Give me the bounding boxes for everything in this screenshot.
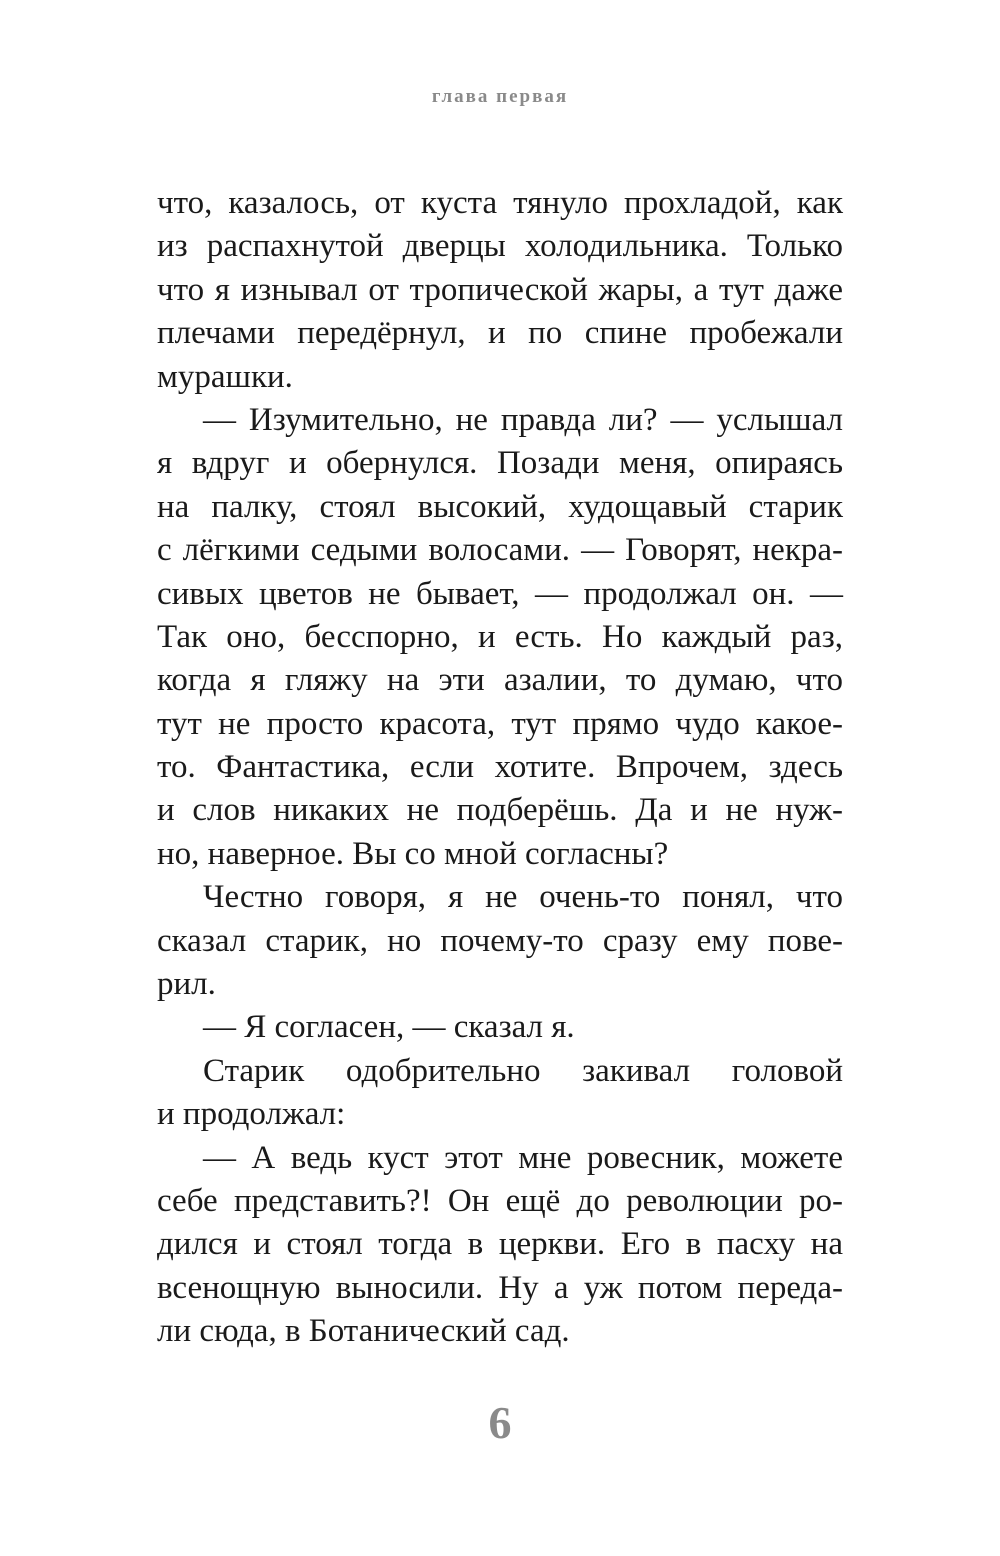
running-head: глава первая [431, 86, 569, 107]
text-line: что я изнывал от тропической жары, а тут даже [157, 271, 843, 308]
text-line: и продолжал: [157, 1096, 346, 1133]
text-line: с лёгкими седыми волосами. — Говорят, некра- [157, 532, 843, 569]
text-line: Так оно, бесспорно, и есть. Но каждый раз, [157, 618, 843, 655]
text-line: мурашки. [157, 358, 293, 395]
text-line: я вдруг и обернулся. Позади меня, опираясь [157, 445, 843, 482]
text-line: ли сюда, в Ботанический сад. [157, 1313, 570, 1350]
text-line: но, наверное. Вы со мной согласны? [157, 835, 669, 872]
text-line: то. Фантастика, если хотите. Впрочем, здесь [157, 749, 843, 786]
text-line: — Изумительно, не правда ли? — услышал [203, 401, 843, 438]
text-line: Старик одобрительно закивал головой [203, 1052, 843, 1089]
text-line: и слов никаких не подберёшь. Да и не нуж- [157, 792, 843, 829]
text-line: сказал старик, но почему-то сразу ему пове- [157, 922, 843, 959]
text-line: когда я гляжу на эти азалии, то думаю, что [157, 662, 843, 699]
text-line: из распахнутой дверцы холодильника. Только [157, 228, 843, 265]
text-line: плечами передёрнул, и по спине пробежали [157, 315, 843, 352]
text-line: рил. [157, 966, 216, 1003]
page-number: 6 [488, 1397, 512, 1448]
text-line: тут не просто красота, тут прямо чудо какое- [157, 705, 843, 742]
text-line: Честно говоря, я не очень-то понял, что [203, 879, 843, 916]
text-line: сивых цветов не бывает, — продолжал он. — [157, 575, 843, 612]
text-line: — А ведь куст этот мне ровесник, можете [203, 1139, 843, 1176]
text-line: — Я согласен, — сказал я. [203, 1009, 575, 1046]
text-line: на палку, стоял высокий, худощавый старик [157, 488, 843, 525]
text-line: что, казалось, от куста тянуло прохладой, как [157, 185, 843, 221]
body-text [157, 182, 843, 1354]
text-line: дился и стоял тогда в церкви. Его в пасху на [157, 1226, 843, 1263]
text-line: себе представить?! Он ещё до революции ро- [157, 1182, 843, 1219]
text-line: всенощную выносили. Ну а уж потом переда- [157, 1269, 843, 1306]
